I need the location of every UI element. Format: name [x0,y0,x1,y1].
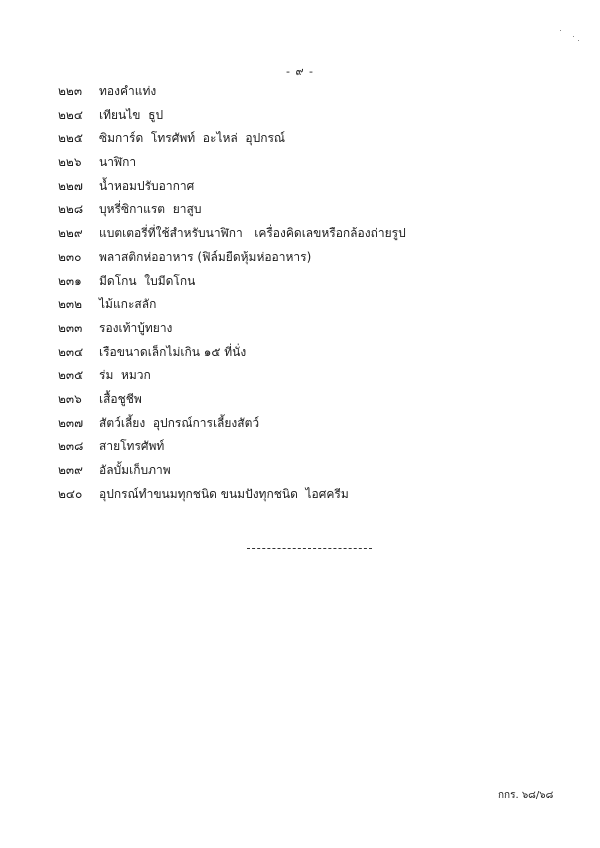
list-item [58,270,578,294]
scan-speck [578,40,579,41]
list-item [58,198,578,222]
item-text: ซิมการ์ด โทรศัพท์ อะไหล่ อุปกรณ์ [99,131,286,146]
item-number: ๒๒๔ [58,107,83,122]
list-item [58,104,578,128]
item-number: ๒๒๘ [58,202,84,217]
list-item [58,127,578,151]
item-number: ๒๓๑ [58,273,82,288]
scan-speck [573,36,574,37]
list-item [58,435,578,459]
item-number: ๒๓๐ [58,249,82,264]
list-item [58,317,578,341]
item-number: ๒๓๔ [58,344,84,359]
item-text: รองเท้าบู้ทยาง [99,320,173,335]
item-text: ทองคำแท่ง [99,84,157,98]
item-number: ๒๒๗ [58,178,83,193]
item-text: สายโทรศัพท์ [99,439,165,454]
item-text: ไม้แกะสลัก [99,297,157,312]
item-number: ๒๓๕ [58,368,84,383]
item-number: ๒๓๙ [58,463,83,477]
item-text: เรือขนาดเล็กไม่เกิน ๑๕ ที่นั่ง [99,344,247,359]
item-text: สัตว์เลี้ยง อุปกรณ์การเลี้ยงสัตว์ [99,415,260,430]
list-item [58,459,578,483]
item-number: ๒๓๘ [58,439,84,454]
item-number: ๒๔๐ [58,486,83,501]
list-item [58,412,578,436]
item-number: ๒๓๗ [58,415,84,430]
item-text: เสื้อชูชีพ [99,391,142,406]
scan-speck [560,30,561,31]
item-text: มีดโกน ใบมีดโกน [99,273,196,288]
page-number: - ๙ - [286,65,314,78]
item-number: ๒๓๖ [58,391,82,406]
item-text: อุปกรณ์ทำขนมทุกชนิด ขนมปังทุกชนิด ไอศครีม [99,486,349,501]
list-item [58,483,578,507]
item-text: อัลบั้มเก็บภาพ [99,463,171,477]
item-number: ๒๓๓ [58,320,83,335]
item-text: แบตเตอรี่ที่ใช้สำหรับนาฬิกา เครื่องคิดเลขหรือกล้องถ่ายรูป [99,226,406,241]
item-number: ๒๒๖ [58,155,82,170]
item-text: พลาสติกห่ออาหาร (ฟิล์มยืดหุ้มห่ออาหาร) [99,249,312,264]
item-number: ๒๒๕ [58,131,83,146]
item-text: บุหรี่ซิกาแรต ยาสูบ [99,202,202,217]
list-item [58,80,578,104]
item-number: ๒๓๒ [58,297,83,312]
item-list [58,80,578,506]
list-item [58,246,578,270]
list-item [58,293,578,317]
list-item [58,222,578,246]
list-item [58,341,578,365]
list-item [58,175,578,199]
list-item [58,364,578,388]
item-text: น้ำหอมปรับอากาศ [99,178,195,193]
item-text: เทียนไข ธูป [99,107,164,122]
end-divider [247,548,372,549]
list-item [58,151,578,175]
item-number: ๒๒๙ [58,226,83,241]
item-text: ร่ม หมวก [99,368,151,383]
item-text: นาฬิกา [99,155,137,170]
footer-code: กกร. ๖๘/๖๘ [498,790,554,801]
item-number: ๒๒๓ [58,84,83,98]
list-item [58,388,578,412]
